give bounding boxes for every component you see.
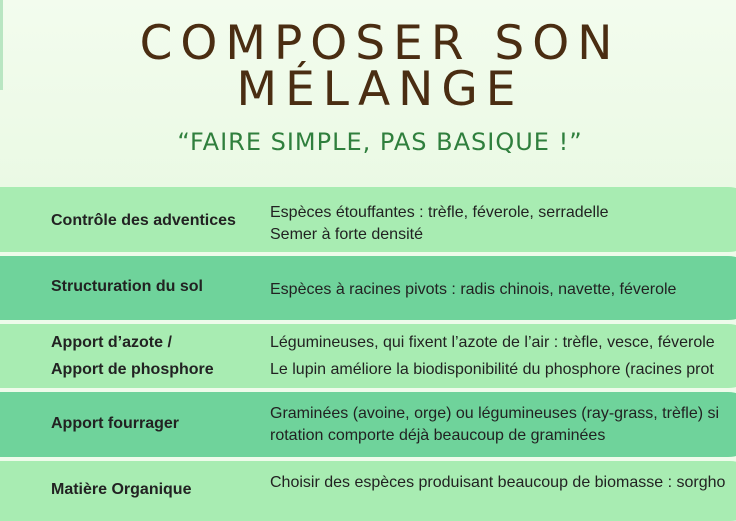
row-text-line1: Choisir des espèces produisant beaucoup de biomasse : sorgho	[270, 474, 726, 491]
row-text-line2: Semer à forte densité	[270, 226, 423, 243]
table-row-structuration	[0, 256, 736, 320]
page-title-line2: MÉLANGE	[236, 62, 524, 117]
table-row-azote-phosphore	[0, 324, 736, 388]
table-row-adventices	[0, 187, 736, 252]
row-text-line2: Le lupin améliore la biodisponibilité du phosphore (racines prot	[270, 361, 714, 378]
page-subtitle: “FAIRE SIMPLE, PAS BASIQUE !”	[177, 128, 583, 156]
page-title-line1: COMPOSER SON	[139, 16, 621, 71]
row-text-line1: Espèces à racines pivots : radis chinois, navette, féverole	[270, 281, 677, 298]
row-label-line2: Apport de phosphore	[51, 361, 214, 378]
row-text-line1: Légumineuses, qui fixent l’azote de l’air : trèfle, vesce, féverole	[270, 334, 715, 351]
row-label: Matière Organique	[51, 481, 192, 498]
row-label: Apport fourrager	[51, 415, 179, 432]
row-text-line2: rotation comporte déjà beaucoup de graminées	[270, 427, 606, 444]
row-label-line1: Apport d’azote /	[51, 334, 172, 351]
row-text-line1: Espèces étouffantes : trèfle, féverole, serradelle	[270, 204, 609, 221]
table-row-matiere-organique	[0, 461, 736, 521]
row-text-line1: Graminées (avoine, orge) ou légumineuses (ray-grass, trèfle) si	[270, 405, 720, 422]
row-label: Contrôle des adventices	[51, 212, 236, 229]
table-row-fourrager	[0, 392, 736, 457]
row-label: Structuration du sol	[51, 278, 203, 295]
